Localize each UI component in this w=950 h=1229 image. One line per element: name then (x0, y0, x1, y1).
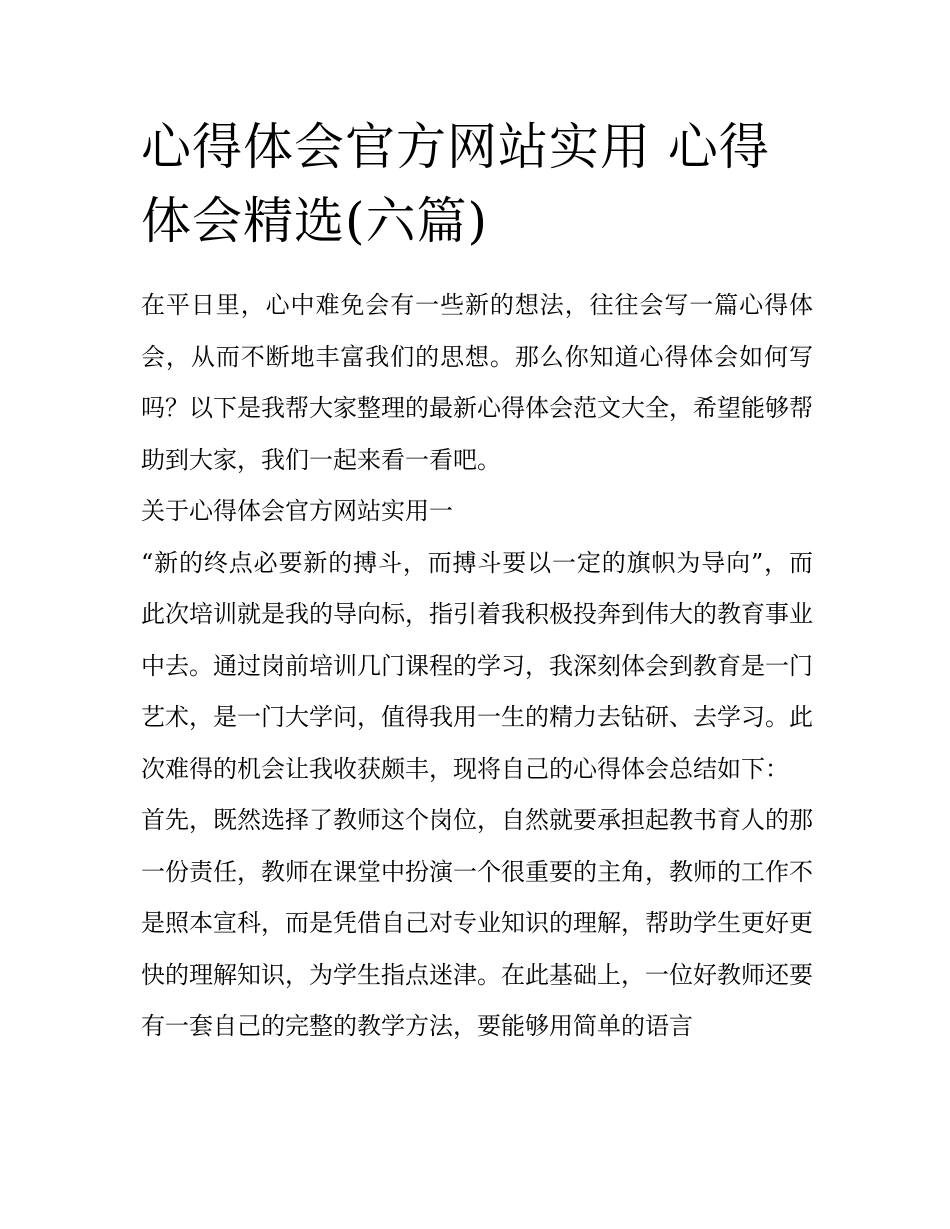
intro-paragraph: 在平日里，心中难免会有一些新的想法，往往会写一篇心得体会，从而不断地丰富我们的思想。那么你知道心得体会如何写吗？以下是我帮大家整理的最新心得体会范文大全，希望能够帮助到大家，我们一起来看一看吧。 (141, 291, 813, 474)
document-content (141, 110, 813, 1053)
document-title: 心得体会官方网站实用 心得体会精选(六篇) (141, 118, 770, 250)
body-paragraph: “新的终点必要新的搏斗，而搏斗要以一定的旗帜为导向”，而此次培训就是我的导向标，指引着我积极投奔到伟大的教育事业中去。通过岗前培训几门课程的学习，我深刻体会到教育是一门艺术，是一门大学问，值得我用一生的精力去钻研、去学习。此次难得的机会让我收获颇丰，现将自己的心得体会总结如下： (141, 548, 813, 783)
body-paragraph: 首先，既然选择了教师这个岗位，自然就要承担起教书育人的那一份责任，教师在课堂中扮演一个很重要的主角，教师的工作不是照本宣科，而是凭借自己对专业知识的理解，帮助学生更好更快的理解知识，为学生指点迷津。在此基础上，一位好教师还要有一套自己的完整的教学方法，要能够用简单的语言 (141, 806, 813, 1040)
section-heading: 关于心得体会官方网站实用一 (141, 497, 453, 525)
